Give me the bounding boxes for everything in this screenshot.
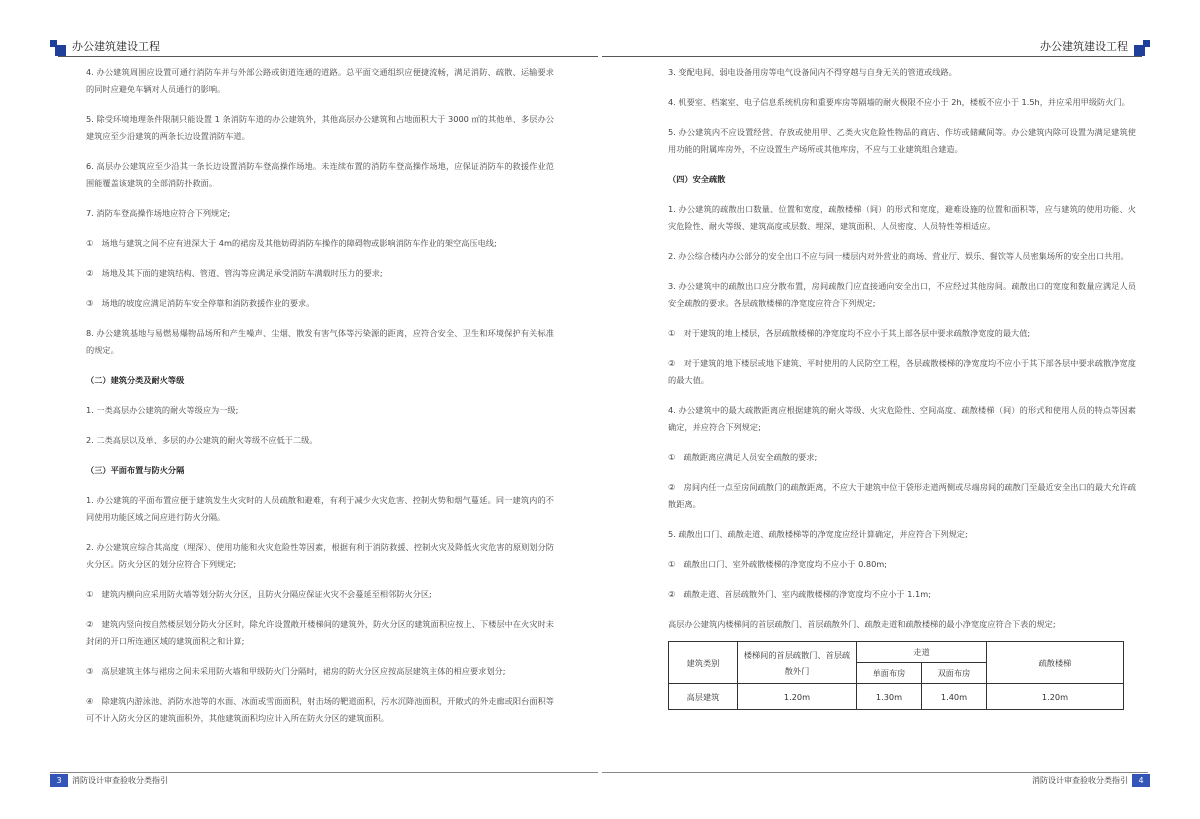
list-item: ② 建筑内竖向按自然楼层划分防火分区时，除允许设置敞开楼梯间的建筑外，防火分区的建筑面积应按上、下楼层中在火灾时未封闭的开口所连通区域的建筑面积之和计算; xyxy=(86,619,554,646)
paragraph: 4. 机要室、档案室、电子信息系统机房和重要库房等隔墙的耐火极限不应小于 2h，楼板不应小于 1.5h，并应采用甲级防火门。 xyxy=(668,97,1130,107)
section-heading: （四）安全疏散 xyxy=(668,174,726,184)
paragraph: 3. 变配电间、弱电设备用房等电气设备间内不得穿越与自身无关的管道或线路。 xyxy=(668,67,957,77)
list-item: ③ 高层建筑主体与裙房之间未采用防火墙和甲级防火门分隔时，裙房的防火分区应按高层建筑主体的相应要求划分; xyxy=(86,666,506,676)
list-item: ④ 除建筑内游泳池、消防水池等的水面、冰面或雪面面积，射击场的靶道面积，污水沉降池面积，开敞式的外走廊或阳台面积等可不计入防火分区的建筑面积外，其他建筑面积均应计入所在防火分区的建筑面积。 xyxy=(86,696,554,723)
footer-title-right: 消防设计审查验收分类指引 xyxy=(1032,776,1128,785)
list-item: ② 房间内任一点至房间疏散门的疏散距离，不应大于建筑中位于袋形走道两侧或尽端房间的疏散门至最近安全出口的最大允许疏散距离。 xyxy=(668,482,1136,509)
right-page-body xyxy=(668,64,1136,710)
header-title-right: 办公建筑建设工程 xyxy=(1040,40,1128,53)
table-cell: 1.30m xyxy=(857,684,922,710)
list-item: ① 疏散距离应满足人员安全疏散的要求; xyxy=(668,452,818,462)
paragraph: 2. 办公建筑应综合其高度（埋深）、使用功能和火灾危险性等因素，根据有利于消防救援、控制火灾及降低火灾危害的原则划分防火分区。防火分区的划分应符合下列规定; xyxy=(86,542,554,569)
table-header-cell: 双面布房 xyxy=(922,663,987,684)
paragraph: 5. 疏散出口门、疏散走道、疏散楼梯等的净宽度应经计算确定，并应符合下列规定; xyxy=(668,529,968,539)
header-rule-right xyxy=(602,56,1142,57)
list-item: ② 疏散走道、首层疏散外门、室内疏散楼梯的净宽度均不应小于 1.1m; xyxy=(668,589,931,599)
paragraph: 6. 高层办公建筑应至少沿其一条长边设置消防车登高操作场地。未连续布置的消防车登高操作场地，应保证消防车的救援作业范围能覆盖该建筑的全部消防扑救面。 xyxy=(86,161,554,188)
section-heading: （二）建筑分类及耐火等级 xyxy=(86,375,185,385)
table-cell: 1.20m xyxy=(738,684,857,710)
paragraph: 4. 办公建筑周围应设置可通行消防车并与外部公路或街道连通的道路。总平面交通组织应便捷流畅，满足消防、疏散、运输要求的同时应避免车辆对人员通行的影响。 xyxy=(86,67,554,94)
table-cell: 1.40m xyxy=(922,684,987,710)
page-number-left: 3 xyxy=(50,774,68,787)
list-item: ① 建筑内横向应采用防火墙等划分防火分区，且防火分隔应保证火灾不会蔓延至相邻防火分区; xyxy=(86,589,432,599)
table-header-cell: 建筑类别 xyxy=(669,642,738,684)
footer-rule-right xyxy=(602,772,1148,773)
table-header-cell: 走道 xyxy=(857,642,987,663)
table-cell: 1.20m xyxy=(987,684,1124,710)
list-item: ① 疏散出口门、室外疏散楼梯的净宽度均不应小于 0.80m; xyxy=(668,559,888,569)
paragraph: 2. 办公综合楼内办公部分的安全出口不应与同一楼层内对外营业的商场、营业厅、娱乐、餐饮等人员密集场所的安全出口共用。 xyxy=(668,251,1129,261)
paragraph: 2. 二类高层以及单、多层的办公建筑的耐火等级不应低于二级。 xyxy=(86,435,318,445)
paragraph: 1. 一类高层办公建筑的耐火等级应为一级; xyxy=(86,405,239,415)
left-page-body xyxy=(86,64,554,740)
list-item: ② 对于建筑的地下楼层或地下建筑、平时使用的人民防空工程，各层疏散楼梯的净宽度均不应小于其下部各层中要求疏散净宽度的最大值。 xyxy=(668,358,1136,385)
section-heading: （三）平面布置与防火分隔 xyxy=(86,465,185,475)
paragraph: 1. 办公建筑的平面布置应便于建筑发生火灾时的人员疏散和避难，有利于减少火灾危害、控制火势和烟气蔓延。同一建筑内的不同使用功能区域之间应进行防火分隔。 xyxy=(86,495,554,522)
footer-title-left: 消防设计审查验收分类指引 xyxy=(72,776,168,785)
paragraph: 4. 办公建筑中的最大疏散距离应根据建筑的耐火等级、火灾危险性、空间高度、疏散楼梯（间）的形式和使用人员的特点等因素确定，并应符合下列规定; xyxy=(668,405,1136,432)
paragraph: 8. 办公建筑基地与易燃易爆物品场所和产生噪声、尘烟、散发有害气体等污染源的距离，应符合安全、卫生和环境保护有关标准的规定。 xyxy=(86,328,554,355)
paragraph: 5. 除受环境地理条件限制只能设置 1 条消防车道的办公建筑外，其他高层办公建筑和占地面积大于 3000 ㎡的其他单、多层办公建筑应至少沿建筑的两条长边设置消防车道。 xyxy=(86,114,554,141)
logo-icon-right xyxy=(1134,40,1150,56)
page-number-right: 4 xyxy=(1132,774,1150,787)
header-rule-left xyxy=(58,56,598,57)
logo-icon-left xyxy=(50,40,66,56)
table-header-cell: 单面布房 xyxy=(857,663,922,684)
table-caption: 高层办公建筑内楼梯间的首层疏散门、首层疏散外门、疏散走道和疏散楼梯的最小净宽度应符合下表的规定; xyxy=(668,619,1056,629)
table-header-cell: 楼梯间的首层疏散门、首层疏散外门 xyxy=(738,642,857,684)
width-table xyxy=(668,641,1124,710)
paragraph: 5. 办公建筑内不应设置经营、存放或使用甲、乙类火灾危险性物品的商店、作坊或储藏间等。办公建筑内除可设置为满足建筑使用功能的附属库房外，不应设置生产场所或其他库房，不应与工业建筑组合建造。 xyxy=(668,127,1136,154)
paragraph: 3. 办公建筑中的疏散出口应分散布置，房间疏散门应直接通向安全出口，不应经过其他房间。疏散出口的宽度和数量应满足人员安全疏散的要求。各层疏散楼梯的净宽度应符合下列规定; xyxy=(668,281,1136,308)
table-header-cell: 疏散楼梯 xyxy=(987,642,1124,684)
paragraph: 1. 办公建筑的疏散出口数量、位置和宽度，疏散楼梯（间）的形式和宽度，避难设施的位置和面积等，应与建筑的使用功能、火灾危险性、耐火等级、建筑高度或层数、埋深、建筑面积、人员密度、人员特性等相适应。 xyxy=(668,204,1136,231)
header-title-left: 办公建筑建设工程 xyxy=(72,40,160,53)
list-item: ② 场地及其下面的建筑结构、管道、管沟等应满足承受消防车满载时压力的要求; xyxy=(86,268,383,278)
paragraph: 7. 消防车登高操作场地应符合下列规定; xyxy=(86,208,231,218)
table-cell: 高层建筑 xyxy=(669,684,738,710)
list-item: ① 场地与建筑之间不应有进深大于 4m的裙房及其他妨碍消防车操作的障碍物或影响消防车作业的架空高压电线; xyxy=(86,238,497,248)
list-item: ③ 场地的坡度应满足消防车安全停靠和消防救援作业的要求。 xyxy=(86,298,315,308)
list-item: ① 对于建筑的地上楼层，各层疏散楼梯的净宽度均不应小于其上部各层中要求疏散净宽度的最大值; xyxy=(668,328,1031,338)
footer-rule-left xyxy=(50,772,598,773)
